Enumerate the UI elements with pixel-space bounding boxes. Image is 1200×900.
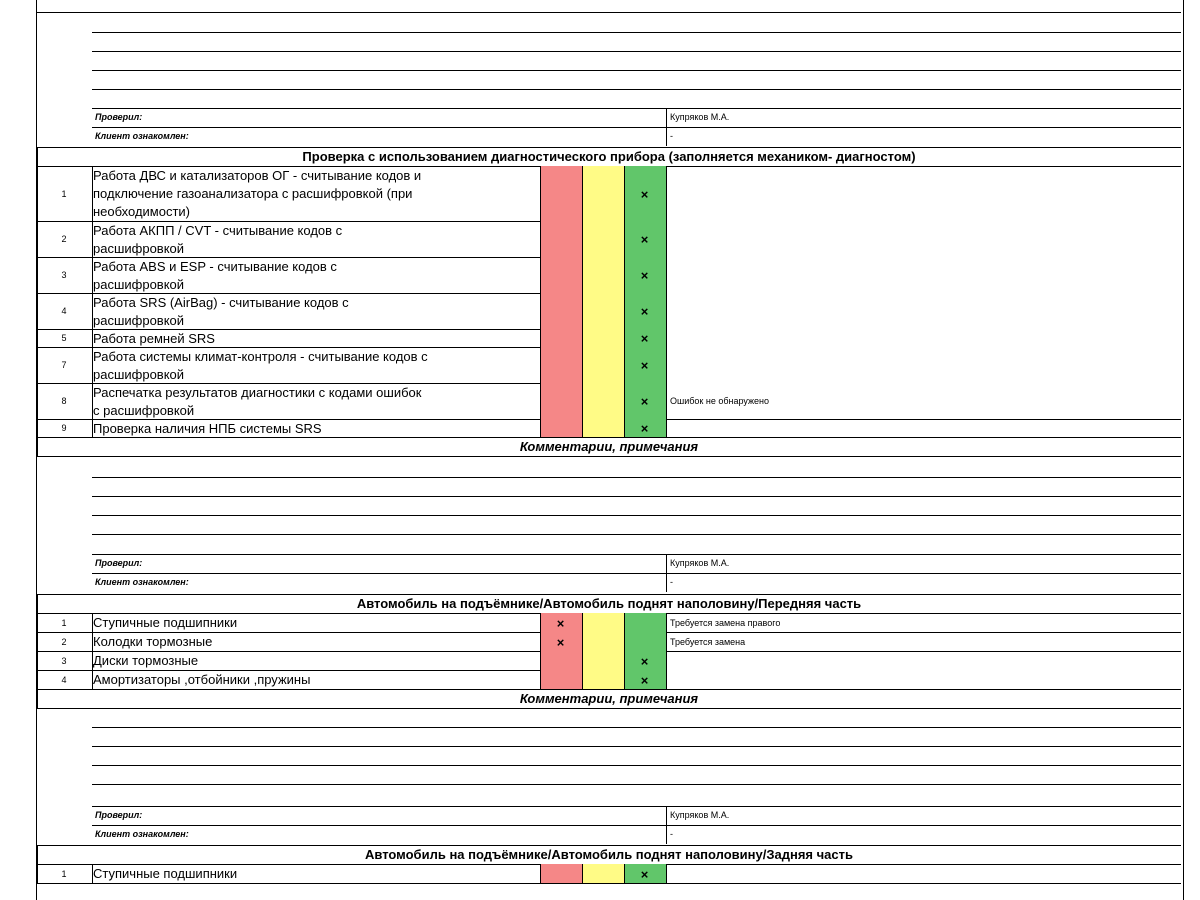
status-yellow-cell	[582, 383, 624, 419]
row-divider	[92, 727, 1181, 728]
item-text-line: расшифровкой	[93, 367, 185, 382]
column-divider	[37, 147, 38, 166]
diagnostic-item-text	[93, 330, 541, 348]
comments-title-2: Комментарии, примечания	[519, 691, 699, 706]
column-divider	[37, 594, 38, 613]
status-red-cell	[540, 419, 582, 437]
column-divider	[666, 613, 667, 689]
status-yellow-cell	[582, 347, 624, 383]
diagnostic-row-number: 5	[61, 333, 67, 343]
client-acknowledged-value: -	[670, 829, 673, 839]
column-divider	[92, 864, 93, 883]
column-divider	[624, 166, 625, 437]
diagnostic-item-text	[93, 420, 541, 438]
rear-section-title: Автомобиль на подъёмнике/Автомобиль поднят наполовину/Задняя часть	[365, 847, 853, 862]
item-text-line: Распечатка результатов диагностики с кодами ошибок	[93, 385, 422, 400]
column-divider	[666, 864, 667, 883]
status-mark: ×	[640, 331, 649, 346]
checked-by-name: Купряков М.А.	[670, 558, 730, 568]
column-divider	[624, 864, 625, 883]
status-mark: ×	[640, 232, 649, 247]
diagnostic-row-number: 9	[61, 423, 67, 433]
row-divider	[92, 534, 1181, 535]
diagnostic-row-number: 7	[61, 360, 67, 370]
row-divider	[37, 12, 1181, 13]
row-divider	[92, 573, 1181, 574]
item-text-line: Работа ремней SRS	[93, 331, 215, 346]
column-divider	[666, 108, 667, 146]
row-divider	[36, 708, 1181, 709]
status-red-cell	[540, 257, 582, 293]
column-divider	[92, 166, 93, 437]
checked-by-label: Проверил:	[95, 558, 143, 568]
status-yellow-cell	[582, 293, 624, 329]
column-divider	[540, 864, 541, 883]
status-red-cell	[540, 670, 582, 689]
status-red-cell	[540, 329, 582, 347]
column-divider	[37, 689, 38, 708]
rear-item-text	[93, 865, 541, 883]
diagnostic-item-text	[93, 222, 541, 258]
item-text-line: подключение газоанализатора с расшифровкой (при	[93, 186, 413, 201]
item-text-line: с расшифровкой	[93, 403, 195, 418]
row-divider	[92, 554, 1181, 555]
row-divider	[92, 70, 1181, 71]
status-yellow-cell	[582, 613, 624, 632]
front-item-text	[93, 614, 541, 632]
status-yellow-cell	[582, 329, 624, 347]
comments-title: Комментарии, примечания	[519, 439, 699, 454]
front-section-title: Автомобиль на подъёмнике/Автомобиль поднят наполовину/Передняя часть	[356, 596, 862, 611]
diagnostic-item-text	[93, 167, 541, 221]
diagnostic-row-number: 1	[61, 188, 67, 199]
status-mark: ×	[556, 615, 565, 631]
client-acknowledged-label: Клиент ознакомлен:	[95, 131, 189, 141]
status-mark: ×	[640, 304, 649, 319]
item-text-line: Амортизаторы ,отбойники ,пружины	[93, 672, 311, 687]
front-item-text	[93, 671, 541, 689]
column-divider	[92, 613, 93, 689]
column-divider	[582, 166, 583, 437]
status-mark: ×	[640, 866, 649, 882]
status-red-cell	[540, 166, 582, 221]
row-divider	[92, 765, 1181, 766]
diagnostic-row-number: 4	[61, 306, 67, 316]
row-divider	[92, 746, 1181, 747]
column-divider	[37, 166, 38, 437]
column-divider	[666, 554, 667, 592]
row-divider	[36, 456, 1181, 457]
diagnostic-item-note: Ошибок не обнаружено	[670, 396, 769, 406]
row-divider	[92, 496, 1181, 497]
status-yellow-cell	[582, 670, 624, 689]
column-divider	[540, 613, 541, 689]
item-text-line: Работа системы климат-контроля - считывание кодов с	[93, 349, 428, 364]
status-yellow-cell	[582, 166, 624, 221]
row-divider	[92, 51, 1181, 52]
diagnostic-item-text	[93, 384, 541, 420]
checked-by-name: Купряков М.А.	[670, 810, 730, 820]
item-text-line: расшифровкой	[93, 241, 185, 256]
item-text-line: Диски тормозные	[93, 653, 199, 668]
status-yellow-cell	[582, 221, 624, 257]
status-yellow-cell	[582, 419, 624, 437]
row-divider	[92, 784, 1181, 785]
client-acknowledged-value: -	[670, 131, 673, 141]
client-acknowledged-label: Клиент ознакомлен:	[95, 829, 189, 839]
client-acknowledged-value: -	[670, 577, 673, 587]
client-acknowledged-label: Клиент ознакомлен:	[95, 577, 189, 587]
checked-by-name: Купряков М.А.	[670, 112, 730, 122]
column-divider	[540, 166, 541, 437]
item-text-line: Работа АКПП / CVT - считывание кодов с	[93, 223, 343, 238]
item-text-line: Проверка наличия НПБ системы SRS	[93, 421, 322, 436]
item-text-line: расшифровкой	[93, 277, 185, 292]
front-item-text	[93, 652, 541, 670]
column-divider	[624, 613, 625, 689]
item-text-line: Колодки тормозные	[93, 634, 213, 649]
item-text-line: расшифровкой	[93, 313, 185, 328]
front-row-number: 2	[61, 636, 67, 647]
item-text-line: Ступичные подшипники	[93, 615, 238, 630]
row-divider	[92, 89, 1181, 90]
diagnostic-row-number: 3	[61, 270, 67, 280]
front-item-text	[93, 633, 541, 651]
status-green-cell	[624, 613, 666, 632]
status-yellow-cell	[582, 632, 624, 651]
item-text-line: Ступичные подшипники	[93, 866, 238, 881]
row-divider	[92, 477, 1181, 478]
row-divider	[92, 32, 1181, 33]
status-mark: ×	[640, 358, 649, 373]
status-red-cell	[540, 383, 582, 419]
row-divider	[92, 515, 1181, 516]
diagnostic-row-number: 2	[61, 234, 67, 244]
status-mark: ×	[640, 653, 649, 669]
status-mark: ×	[556, 634, 565, 650]
status-red-cell	[540, 651, 582, 670]
column-divider	[582, 613, 583, 689]
column-divider	[37, 845, 38, 864]
item-text-line: необходимости)	[93, 204, 191, 219]
diagnostic-section-title: Проверка с использованием диагностического прибора (заполняется механиком- диагностом)	[302, 149, 916, 164]
rear-row-number: 1	[61, 868, 67, 879]
item-text-line: Работа ДВС и катализаторов ОГ - считывание кодов и	[93, 168, 422, 183]
status-yellow-cell	[582, 257, 624, 293]
item-text-line: Работа ABS и ESP - считывание кодов с	[93, 259, 337, 274]
front-row-number: 3	[61, 655, 67, 666]
front-item-note: Требуется замена правого	[670, 617, 781, 628]
column-divider	[37, 613, 38, 689]
status-red-cell	[540, 293, 582, 329]
row-divider	[37, 883, 1181, 884]
column-divider	[37, 437, 38, 456]
column-divider	[666, 166, 667, 437]
status-yellow-cell	[582, 864, 624, 883]
status-mark: ×	[640, 672, 649, 688]
row-divider	[92, 127, 1181, 128]
column-divider	[37, 864, 38, 883]
status-red-cell	[540, 864, 582, 883]
item-text-line: Работа SRS (AirBag) - считывание кодов с	[93, 295, 349, 310]
status-mark: ×	[640, 394, 649, 409]
column-divider	[582, 864, 583, 883]
front-row-number: 1	[61, 617, 67, 628]
checked-by-label: Проверил:	[95, 112, 143, 122]
column-divider	[666, 806, 667, 844]
front-item-note: Требуется замена	[670, 636, 746, 647]
front-row-number: 4	[61, 674, 67, 685]
status-mark: ×	[640, 268, 649, 283]
row-divider	[92, 825, 1181, 826]
status-mark: ×	[640, 421, 649, 436]
status-red-cell	[540, 347, 582, 383]
status-red-cell	[540, 221, 582, 257]
diagnostic-item-text	[93, 348, 541, 384]
diagnostic-row-number: 8	[61, 396, 67, 406]
row-divider	[92, 108, 1181, 109]
diagnostic-item-text	[93, 258, 541, 294]
status-yellow-cell	[582, 651, 624, 670]
row-divider	[92, 806, 1181, 807]
status-green-cell	[624, 632, 666, 651]
status-mark: ×	[640, 186, 649, 202]
diagnostic-item-text	[93, 294, 541, 330]
checked-by-label: Проверил:	[95, 810, 143, 820]
